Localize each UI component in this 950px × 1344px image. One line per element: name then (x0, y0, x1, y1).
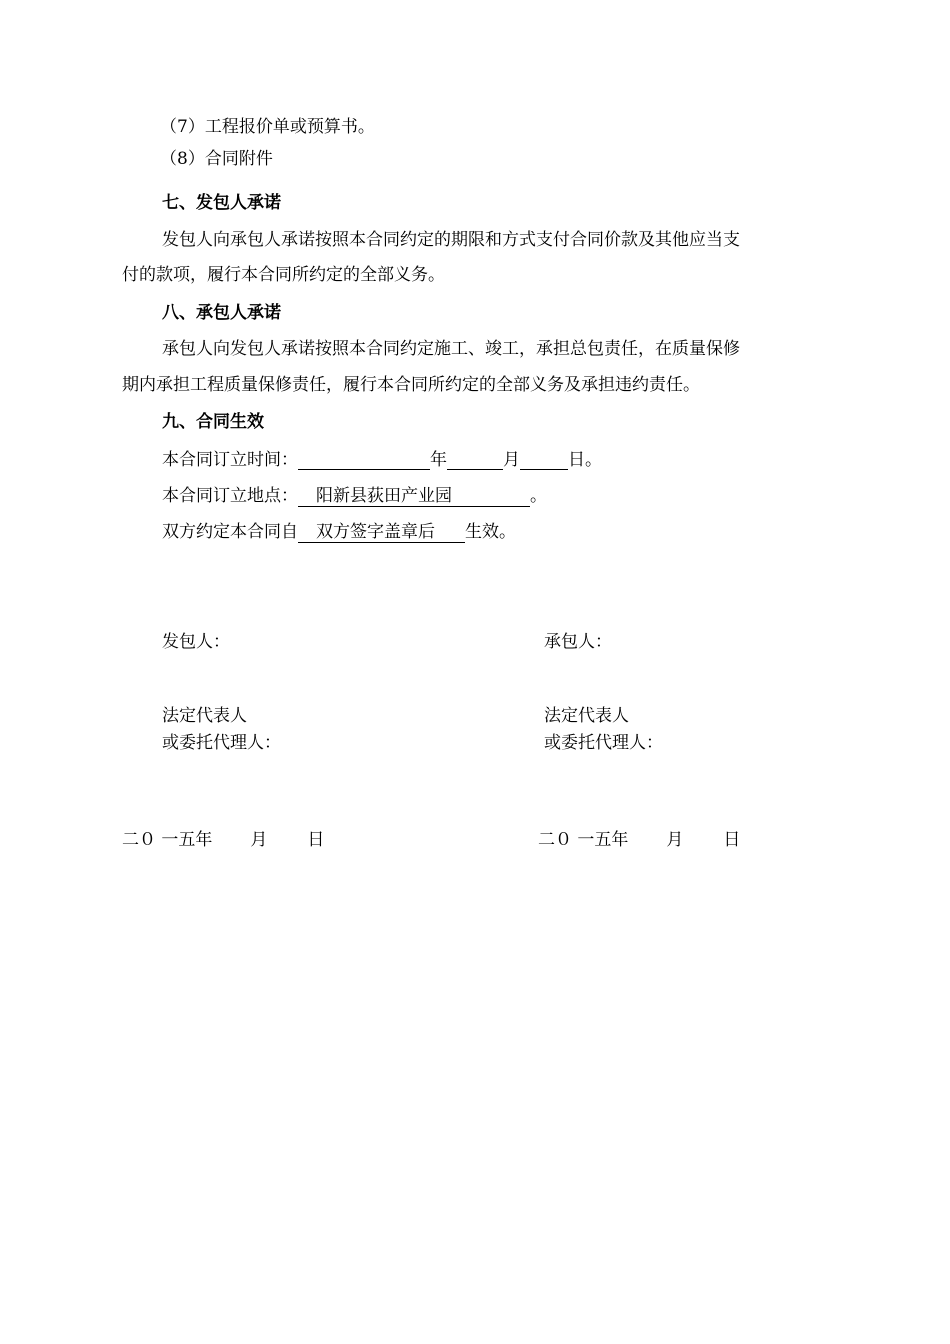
signing-time-line (162, 450, 602, 470)
effective-prefix: 双方约定本合同自 (162, 522, 298, 542)
item-8: （8）合同附件 (160, 149, 273, 169)
effective-condition: 双方签字盖章后 (298, 522, 465, 543)
employer-legal-rep: 法定代表人 (162, 706, 247, 726)
contractor-agent: 或委托代理人： (544, 733, 663, 753)
employer-date-day: 日 (307, 830, 325, 850)
signing-place-end: 。 (530, 486, 547, 506)
month-label: 月 (503, 450, 520, 470)
section-8-heading: 八、承包人承诺 (162, 303, 281, 323)
contractor-date-day: 日 (723, 830, 741, 850)
signing-place-label: 本合同订立地点： (162, 486, 298, 506)
section-9-heading: 九、合同生效 (162, 412, 264, 432)
employer-label: 发包人： (162, 632, 230, 652)
contractor-date (538, 830, 740, 850)
contractor-date-month: 月 (666, 830, 684, 850)
signing-place-value: 阳新县荻田产业园 (298, 486, 530, 507)
employer-date-year: 二０ 一五年 (122, 830, 213, 850)
section-8-text-line-1: 承包人向发包人承诺按照本合同约定施工、竣工，承担总包责任，在质量保修 (162, 339, 740, 359)
day-blank (520, 450, 568, 470)
effective-line (162, 522, 516, 542)
day-label: 日。 (568, 450, 602, 470)
year-label: 年 (430, 450, 447, 470)
year-blank (298, 450, 430, 470)
item-7: （7）工程报价单或预算书。 (160, 117, 375, 137)
contractor-label: 承包人： (544, 632, 612, 652)
employer-date-month: 月 (250, 830, 268, 850)
section-7-text-line-2: 付的款项，履行本合同所约定的全部义务。 (122, 265, 445, 285)
month-blank (447, 450, 503, 470)
employer-date (122, 830, 324, 850)
signing-place-line (162, 486, 547, 506)
section-8-text-line-2: 期内承担工程质量保修责任，履行本合同所约定的全部义务及承担违约责任。 (122, 375, 700, 395)
signing-time-label: 本合同订立时间： (162, 450, 298, 470)
section-7-heading: 七、发包人承诺 (162, 193, 281, 213)
contractor-date-year: 二０ 一五年 (538, 830, 629, 850)
effective-suffix: 生效。 (465, 522, 516, 542)
section-7-text-line-1: 发包人向承包人承诺按照本合同约定的期限和方式支付合同价款及其他应当支 (162, 230, 740, 250)
contractor-legal-rep: 法定代表人 (544, 706, 629, 726)
employer-agent: 或委托代理人： (162, 733, 281, 753)
